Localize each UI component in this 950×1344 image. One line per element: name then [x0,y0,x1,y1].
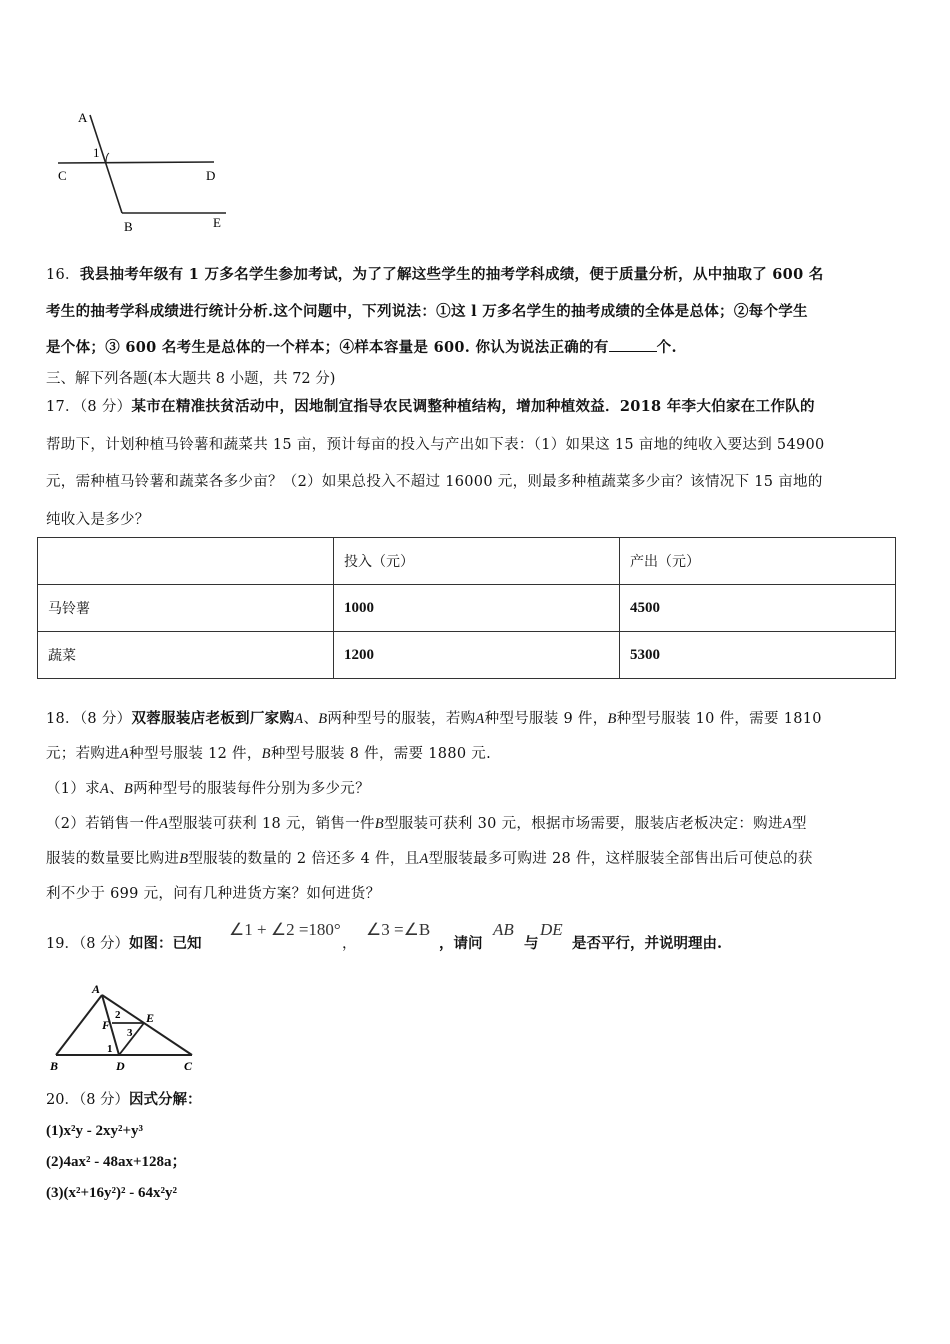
q18-line-2: 元；若购进A种型号服装 12 件，B种型号服装 8 件，需要 1880 元. [46,746,491,762]
svg-text:B: B [124,219,133,234]
q17-line-1: 17．（8 分）某市在精准扶贫活动中，因地制宜指导农民调整种植结构，增加种植效益．2018 年李大伯家在工作队的 [46,398,815,415]
svg-text:D: D [206,168,216,183]
table-row [38,585,896,632]
q18-line-1: 18．（8 分）双蓉服装店老板到厂家购A、B两种型号的服装，若购A种型号服装 9 件，B种型号服装 10 件，需要 1810 [46,710,822,727]
svg-text:C: C [58,168,67,183]
table-header-cell: 投入（元） [334,538,620,585]
q20-item-3: (3)(x²+16y²)² - 64x²y² [46,1185,178,1201]
table-header-row [38,538,896,585]
svg-text:E: E [213,215,221,230]
svg-text:A: A [78,110,88,125]
svg-text:B: B [50,1059,59,1073]
q17-line-2: 帮助下，计划种植马铃薯和蔬菜共 15 亩，预计每亩的投入与产出如下表：（1）如果这 15 亩地的纯收入要达到 54900 [46,436,825,453]
q19-ask: ，请问 [439,935,483,952]
svg-text:C: C [184,1059,193,1073]
section-heading: 三、解下列各题(本大题共 8 小题，共 72 分) [46,371,336,387]
svg-text:2: 2 [115,1009,121,1021]
q20-item-1: (1)x²y - 2xy²+y³ [46,1123,144,1139]
svg-text:3: 3 [127,1027,133,1039]
q20-title: 20．（8 分）因式分解： [46,1091,202,1108]
question-18 [46,701,906,912]
math-angle-equal: ∠3 =∠B [366,920,431,939]
q20-item-2: (2)4ax² - 48ax+128a； [46,1154,187,1170]
svg-text:D: D [116,1059,125,1073]
table-row [38,632,896,679]
table-cell: 蔬菜 [38,632,334,679]
table-header-cell [38,538,334,585]
svg-text:A: A [92,982,101,996]
svg-text:1: 1 [107,1043,113,1055]
input-output-table [37,537,896,679]
comma: ， [342,936,357,952]
math-segment-ab: AB [493,920,514,939]
q19-number: 19．（8 分）如图：已知 [46,935,202,952]
q16-line-2: 考生的抽考学科成绩进行统计分析.这个问题中，下列说法：①这 l 万多名学生的抽考成绩的全体是总体；②每个学生 [46,302,808,320]
q18-line-5: 服装的数量要比购进B型服装的数量的 2 倍还多 4 件，且A型服装最多可购进 28 件，这样服装全部售出后可使总的获 [46,851,813,867]
svg-text:1: 1 [93,145,100,160]
math-segment-de: DE [540,920,563,939]
q17-line-4: 纯收入是多少？ [46,511,150,528]
svg-text:E: E [146,1011,155,1025]
table-cell: 马铃薯 [38,585,334,632]
table-cell: 1200 [334,632,620,679]
q17-line-3: 元，需种植马铃薯和蔬菜各多少亩？（2）如果总投入不超过 16000 元，则最多种植蔬菜多少亩？该情况下 15 亩地的 [46,474,823,490]
q19-and: 与 [524,935,539,952]
q18-line-6: 利不少于 699 元，问有几种进货方案？如何进货？ [46,886,381,902]
table-cell: 5300 [620,632,896,679]
question-17 [46,388,906,539]
table-header-cell: 产出（元） [620,538,896,585]
q16-line-1: 16．我县抽考年级有 1 万多名学生参加考试，为了了解这些学生的抽考学科成绩，便于质量分析，从中抽取了 600 名 [46,266,824,283]
table-cell: 4500 [620,585,896,632]
question-20 [46,1088,202,1212]
answer-blank[interactable] [609,337,657,352]
figure-parallel-lines [48,100,238,235]
q19-tail: 是否平行，并说明理由. [572,935,723,952]
q18-sub-1: （1）求A、B两种型号的服装每件分别为多少元？ [46,781,370,797]
svg-text:F: F [102,1018,111,1032]
figure-triangle [44,975,209,1075]
q18-sub-2: （2）若销售一件A型服装可获利 18 元，销售一件B型服装可获利 30 元，根据市场需要，服装店老板决定：购进A型 [46,816,807,832]
question-19 [46,920,906,960]
q16-line-3: 是个体；③ 600 名考生是总体的一个样本；④样本容量是 600. 你认为说法正确的有 个. [46,339,677,356]
table-cell: 1000 [334,585,620,632]
question-16 [46,257,906,367]
math-angle-sum: ∠1 + ∠2 =180° [229,920,341,939]
